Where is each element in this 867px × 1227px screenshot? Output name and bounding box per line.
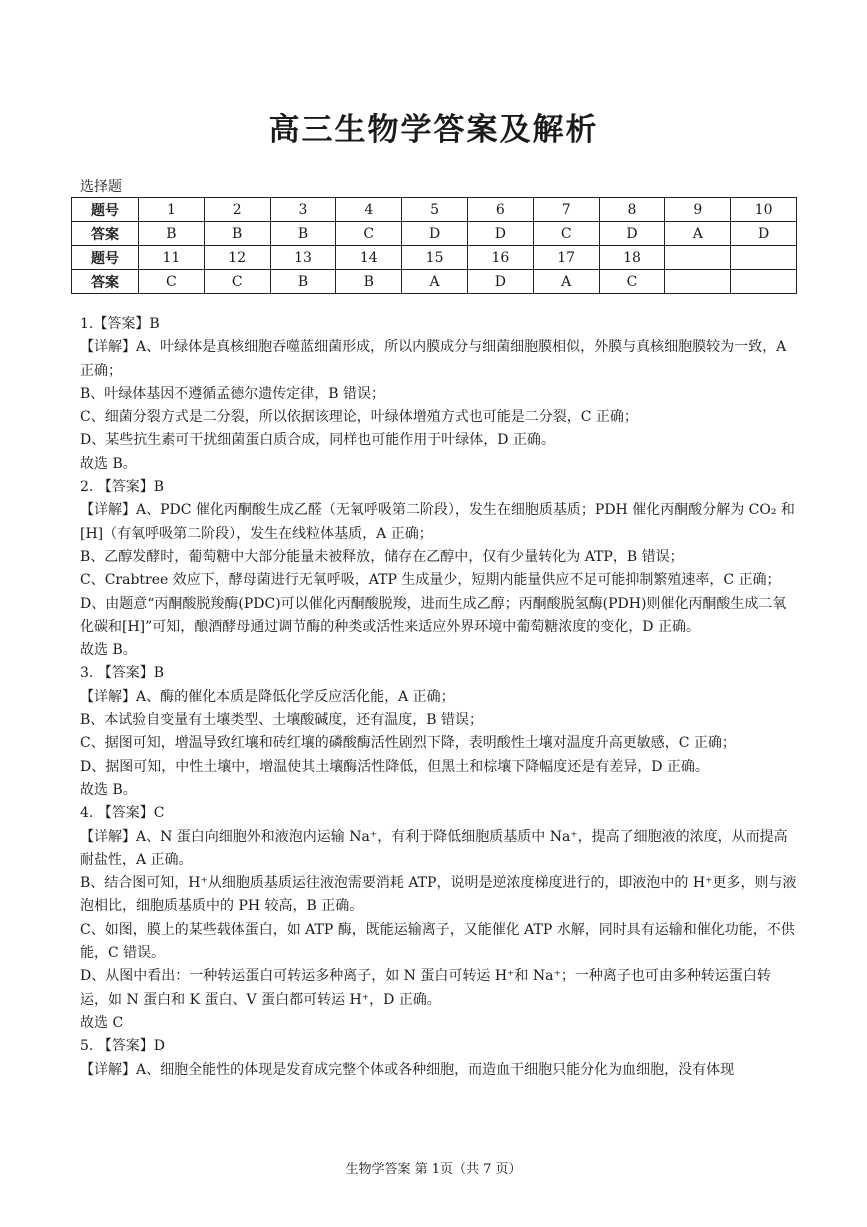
table-row	[72, 198, 797, 222]
table-cell	[731, 270, 797, 294]
explanations	[80, 313, 798, 1082]
table-cell: A	[402, 270, 468, 294]
table-cell: 1	[139, 198, 205, 222]
table-cell: 9	[665, 198, 731, 222]
table-cell: 3	[270, 198, 336, 222]
table-cell: 8	[599, 198, 665, 222]
table-cell: D	[402, 222, 468, 246]
answer-heading: 1.【答案】B	[80, 316, 160, 332]
explanation-line: B、乙醇发酵时，葡萄糖中大部分能量未被释放，储存在乙醇中，仅有少量转化为 ATP，B 错误；	[80, 548, 684, 565]
table-cell: A	[533, 270, 599, 294]
table-row	[72, 270, 797, 294]
table-cell: 7	[533, 198, 599, 222]
table-cell: 18	[599, 246, 665, 270]
table-cell: D	[467, 270, 533, 294]
table-row	[72, 222, 797, 246]
explanation-line: C、据图可知，增温导致红壤和砖红壤的磷酸酶活性剧烈下降，表明酸性土壤对温度升高更敏感，C 正确；	[80, 735, 736, 752]
explanation-line: D、据图可知，中性土壤中，增温使其土壤酶活性降低，但黑土和棕壤下降幅度还是有差异，D 正确。	[80, 758, 709, 775]
table-cell: 14	[336, 246, 402, 270]
table-cell: 15	[402, 246, 468, 270]
table-cell: C	[139, 270, 205, 294]
explanation-line: 【详解】A、N 蛋白向细胞外和液泡内运输 Na⁺，有利于降低细胞质基质中 Na⁺，提高了细胞液的浓度，从而提高耐盐性，A 正确。	[80, 828, 788, 868]
table-cell	[665, 270, 731, 294]
table-cell: C	[336, 222, 402, 246]
section-label: 选择题	[80, 179, 122, 195]
explanation-line: B、叶绿体基因不遵循孟德尔遗传定律，B 错误；	[80, 385, 386, 402]
table-cell: 10	[731, 198, 797, 222]
table-cell: C	[599, 270, 665, 294]
table-cell: 16	[467, 246, 533, 270]
explanation-line: 【详解】A、细胞全能性的体现是发育成完整个体或各种细胞，而造血干细胞只能分化为血细胞，没有体现	[80, 1061, 735, 1078]
table-row	[72, 246, 797, 270]
explanation-line: 故选 B。	[80, 642, 137, 659]
explanation-line: 故选 C	[80, 1014, 124, 1031]
table-cell: B	[270, 222, 336, 246]
table-cell: D	[599, 222, 665, 246]
table-cell: A	[665, 222, 731, 246]
table-cell	[731, 246, 797, 270]
row-header: 题号	[72, 198, 139, 222]
page-footer: 生物学答案 第 1页（共 7 页）	[345, 1162, 522, 1177]
answer-table	[71, 197, 797, 294]
table-cell: D	[731, 222, 797, 246]
answer-heading: 5. 【答案】D	[80, 1038, 166, 1055]
table-cell: B	[336, 270, 402, 294]
explanation-line: B、本试验自变量有土壤类型、土壤酸碱度，还有温度，B 错误；	[80, 712, 484, 729]
table-cell: D	[467, 222, 533, 246]
explanation-line: D、某些抗生素可干扰细菌蛋白质合成，同样也可能作用于叶绿体，D 正确。	[80, 432, 555, 449]
explanation-line: B、结合图可知，H⁺从细胞质基质运往液泡需要消耗 ATP，说明是逆浓度梯度进行的，即液泡中的 H⁺更多，则与液泡相比，细胞质基质中的 PH 较高，B 正确。	[80, 875, 797, 915]
explanation-line: C、细菌分裂方式是二分裂，所以依据该理论，叶绿体增殖方式也可能是二分裂，C 正确；	[80, 409, 638, 426]
explanation-line: D、从图中看出：一种转运蛋白可转运多种离子，如 N 蛋白可转运 H⁺和 Na⁺；一种离子也可由多种转运蛋白转运，如 N 蛋白和 K 蛋白、V 蛋白都可转运 H⁺，D 正确。	[80, 968, 771, 1008]
table-cell: B	[204, 222, 270, 246]
table-cell: B	[270, 270, 336, 294]
table-cell: 13	[270, 246, 336, 270]
row-header: 答案	[72, 222, 139, 246]
explanation-line: D、由题意“丙酮酸脱羧酶(PDC)可以催化丙酮酸脱羧，进而生成乙醇；丙酮酸脱氢酶(PDH)则催化丙酮酸生成二氧化碳和[H]”可知，酿酒酵母通过调节酶的种类或活性来适应外界环境中葡萄糖浓度的变化，D 正确。	[80, 595, 787, 635]
answer-heading: 3. 【答案】B	[80, 665, 165, 682]
explanation-line: 故选 B。	[80, 455, 137, 472]
table-cell: 2	[204, 198, 270, 222]
table-cell: 4	[336, 198, 402, 222]
table-cell: 11	[139, 246, 205, 270]
table-cell: 12	[204, 246, 270, 270]
explanation-line: C、如图，膜上的某些载体蛋白，如 ATP 酶，既能运输离子，又能催化 ATP 水解，同时具有运输和催化功能，不供能，C 错误。	[80, 921, 795, 962]
table-cell: 17	[533, 246, 599, 270]
explanation-line: C、Crabtree 效应下，酵母菌进行无氧呼吸，ATP 生成量少，短期内能量供应不足可能抑制繁殖速率，C 正确；	[80, 572, 781, 589]
row-header: 题号	[72, 246, 139, 270]
table-cell: 6	[467, 198, 533, 222]
explanation-line: 【详解】A、酶的催化本质是降低化学反应活化能，A 正确；	[80, 688, 455, 705]
page-title: 高三生物学答案及解析	[268, 112, 599, 148]
table-cell: 5	[402, 198, 468, 222]
row-header: 答案	[72, 270, 139, 294]
answer-heading: 2. 【答案】B	[80, 479, 165, 496]
answer-heading: 4. 【答案】C	[80, 805, 165, 822]
explanation-line: 【详解】A、PDC 催化丙酮酸生成乙醛（无氧呼吸第二阶段），发生在细胞质基质；PDH 催化丙酮酸分解为 CO₂ 和[H]（有氧呼吸第二阶段），发生在线粒体基质，A 正确；	[80, 502, 795, 542]
explanation-line: 故选 B。	[80, 781, 137, 798]
table-cell: C	[533, 222, 599, 246]
table-cell: C	[204, 270, 270, 294]
table-cell	[665, 246, 731, 270]
explanation-line: 【详解】A、叶绿体是真核细胞吞噬蓝细菌形成，所以内膜成分与细菌细胞膜相似，外膜与真核细胞膜较为一致，A 正确；	[80, 339, 787, 379]
table-cell: B	[139, 222, 205, 246]
